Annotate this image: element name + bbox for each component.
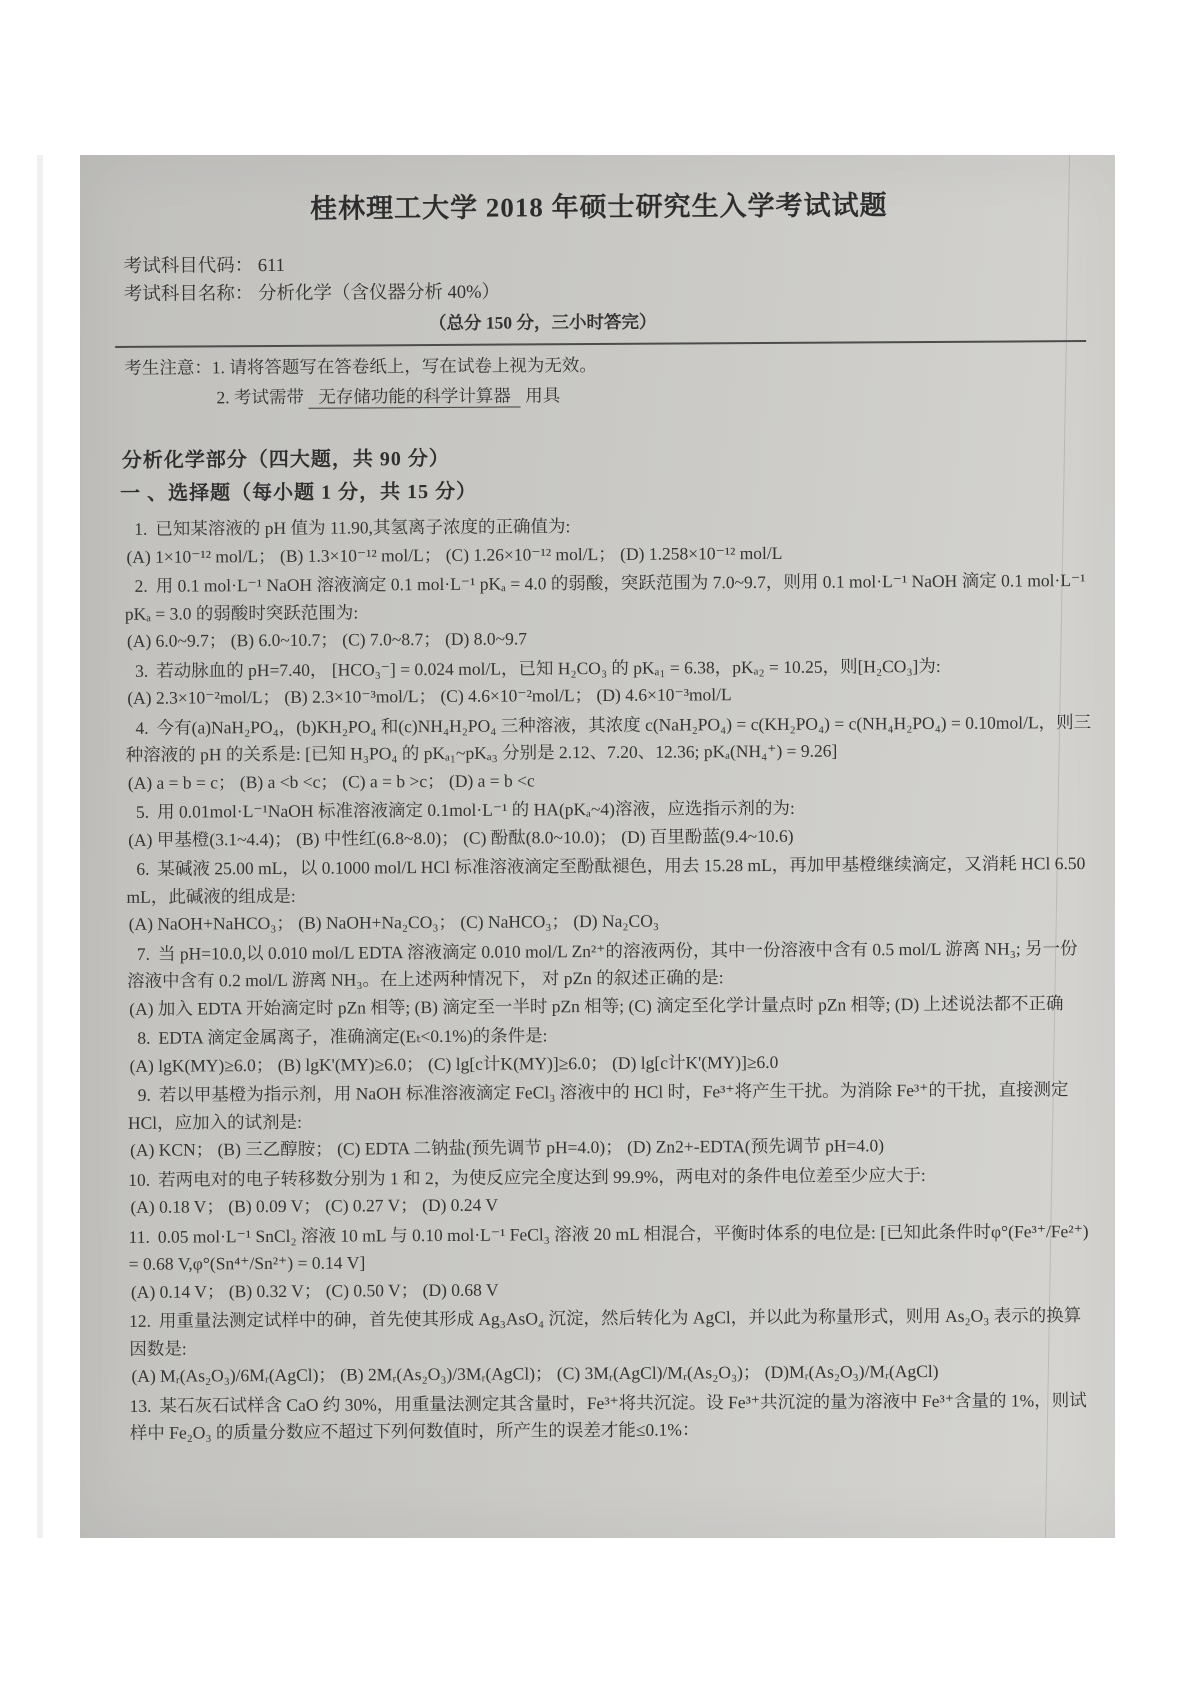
question-stem: 8. EDTA 滴定金属离子，准确滴定(Eₜ<0.1%)的条件是: [137,1025,548,1048]
question-options: (A) NaOH+NaHCO₃； (B) NaOH+Na₂CO₃； (C) NaHCO₃； (D) Na₂CO₃ [128,910,659,934]
question-stem: 1. 已知某溶液的 pH 值为 11.90,其氢离子浓度的正确值为: [134,516,571,539]
question-number: 2. [134,575,148,596]
question-stem: 7. 当 pH=10.0,以 0.010 mol/L EDTA 溶液滴定 0.010 mol/L Zn²⁺的溶液两份，其中一份溶液中含有 0.5 mol/L 游离 NH₃; 另一份溶液中含有 0.2 mol/L 游离 NH₃。在上述两种情况下， 对 pZn 的叙述正确的是: [126,937,1078,991]
question-options: (A) 甲基橙(3.1~4.4)； (B) 中性红(6.8~8.0)； (C) 酚酞(8.0~10.0)； (D) 百里酚蓝(9.4~10.6) [128,825,794,850]
section-heading: 一 、选择题（每小题 1 分，共 15 分） [119,480,478,505]
total-score-line: （总分 150 分，三小时答完） [428,311,657,334]
page-content [80,152,1123,1541]
question-9 [128,1076,1095,1164]
part-heading: 分析化学部分（四大题，共 90 分） [121,447,450,472]
notice-underlined-text: 无存储功能的科学计算器 [308,385,521,408]
question-5 [126,793,1093,854]
notice-item-1: 1. 请将答题写在答卷纸上，写在试卷上视为无效。 [211,355,597,378]
question-number: 10. [128,1169,151,1190]
question-stem: 5. 用 0.01mol·L⁻¹NaOH 标准溶液滴定 0.1mol·L⁻¹ 的 HA(pKₐ~4)溶液，应选指示剂的为: [135,797,795,822]
question-options: (A) 6.0~9.7； (B) 6.0~10.7； (C) 7.0~8.7； (D) 8.0~9.7 [126,628,528,651]
question-options: (A) 0.14 V； (B) 0.32 V； (C) 0.50 V； (D) 0.68 V [130,1279,499,1302]
question-stem: 2. 用 0.1 mol·L⁻¹ NaOH 溶液滴定 0.1 mol·L⁻¹ pKₐ = 4.0 的弱酸，突跃范围为 7.0~9.7，则用 0.1 mol·L⁻¹ NaOH 滴定 0.1 mol·L⁻¹ pKₐ = 3.0 的弱酸时突跃范围为: [124,570,1086,624]
question-options: (A) lgK(MY)≥6.0； (B) lgK'(MY)≥6.0； (C) lg[c计K(MY)]≥6.0； (D) lg[c计K'(MY)]≥6.0 [129,1051,779,1076]
question-10 [128,1160,1095,1221]
subject-code-line: 考试科目代码： 611 [123,255,285,277]
question-stem: 6. 某碱液 25.00 mL，以 0.1000 mol/L HCl 标准溶液滴定至酚酞褪色，用去 15.28 mL，再加甲基橙继续滴定，又消耗 HCl 6.50 mL，此碱液的组成是: [126,853,1086,907]
question-3 [125,651,1092,712]
question-7 [127,934,1094,1022]
question-options: (A) 2.3×10⁻²mol/L； (B) 2.3×10⁻³mol/L； (C) 4.6×10⁻²mol/L； (D) 4.6×10⁻³mol/L [127,684,732,708]
subject-name-line: 考试科目名称： 分析化学（含仪器分析 40%） [123,282,501,305]
question-number: 7. [136,943,151,964]
question-number: 12. [129,1310,152,1331]
question-stem: 12. 用重量法测定试样中的砷，首先使其形成 Ag₃AsO₄ 沉淀，然后转化为 AgCl，并以此为称量形式，则用 As₂O₃ 表示的换算因数是: [129,1305,1082,1359]
question-stem: 3. 若动脉血的 pH=7.40， [HCO₃⁻] = 0.024 mol/L，已知 H₂CO₃ 的 pKₐ₁ = 6.38，pKₐ₂ = 10.25，则[H₂CO₃]为: [135,655,941,681]
question-options: (A) 1×10⁻¹² mol/L； (B) 1.3×10⁻¹² mol/L； (C) 1.26×10⁻¹² mol/L； (D) 1.258×10⁻¹² mol/L [126,542,783,567]
question-number: 1. [134,518,148,539]
notice-item-2-pre: 2. 考试需带 [216,386,305,408]
scanned-exam-page [80,155,1115,1538]
notice-item-2-post: 用具 [525,385,561,406]
question-options: (A) 加入 EDTA 开始滴定时 pZn 相等; (B) 滴定至一半时 pZn 相等; (C) 滴定至化学计量点时 pZn 相等; (D) 上述说法都不正确 [129,992,1064,1019]
question-options: (A) KCN； (B) 三乙醇胺； (C) EDTA 二钠盐(预先调节 pH=4.0)； (D) Zn2+-EDTA(预先调节 pH=4.0) [130,1135,885,1160]
question-options: (A) a = b = c； (B) a <b <c； (C) a = b >c； (D) a = b <c [127,769,535,793]
question-stem: 13. 某石灰石试样含 CaO 约 30%，用重量法测定其含量时，Fe³⁺将共沉淀。设 Fe³⁺共沉淀的量为溶液中 Fe³⁺含量的 1%，则试样中 Fe₂O₃ 的质量分数应不超过下列何数值时，所产生的误差才能≤0.1%： [129,1389,1087,1443]
question-number: 8. [137,1027,151,1048]
photo-edge-strip [37,155,43,1538]
question-4 [125,708,1092,796]
question-number: 11. [128,1226,150,1247]
question-stem: 10. 若两电对的电子转移数分别为 1 和 2，为使反应完全度达到 99.9%，两电对的条件电位差至少应大于: [128,1164,926,1190]
notice-label: 考生注意： [124,357,212,378]
question-11 [129,1217,1096,1305]
question-options: (A) Mᵣ(As₂O₃)/6Mᵣ(AgCl)； (B) 2Mᵣ(As₂O₃)/3Mᵣ(AgCl)； (C) 3Mᵣ(AgCl)/Mᵣ(As₂O₃)； (D)Mᵣ(As₂O₃)/Mᵣ(AgCl) [131,1360,939,1386]
question-6 [126,850,1093,938]
question-number: 3. [135,660,149,681]
question-number: 4. [135,717,149,738]
question-number: 6. [136,858,150,879]
question-stem: 11. 0.05 mol·L⁻¹ SnCl₂ 溶液 10 mL 与 0.10 mol·L⁻¹ FeCl₃ 溶液 20 mL 相混合，平衡时体系的电位是: [已知此条件时φ°(Fe³⁺/Fe²⁺) = 0.68 V,φ°(Sn⁴⁺/Sn²⁺) = 0.14 V] [128,1220,1089,1274]
question-number: 9. [137,1084,151,1105]
question-8 [127,1019,1094,1080]
header-divider [115,340,1086,348]
question-options: (A) 0.18 V； (B) 0.09 V； (C) 0.27 V； (D) 0.24 V [130,1194,499,1217]
question-number: 5. [135,801,150,822]
question-stem: 4. 今有(a)NaH₂PO₄，(b)KH₂PO₄ 和(c)NH₄H₂PO₄ 三种溶液，其浓度 c(NaH₂PO₄) = c(KH₂PO₄) = c(NH₄H₂PO₄) = 0.10mol/L，则三种溶液的 pH 的关系是: [已知 H₃PO₄ 的 pKₐ₁~pKₐ₃ 分别是 2.12、7.20、12.36; pKₐ(NH₄⁺) = 9.26] [125,711,1092,765]
notice-line-1 [124,349,1090,382]
question-stem: 9. 若以甲基橙为指示剂，用 NaOH 标准溶液滴定 FeCl₃ 溶液中的 HCl 时，Fe³⁺将产生干扰。为消除 Fe³⁺的干扰，直接测定 HCl，应加入的试剂是: [127,1079,1069,1133]
notice-line-2 [216,379,1090,411]
exam-title: 桂林理工大学 2018 年硕士研究生入学考试试题 [309,190,888,224]
question-number: 13. [129,1395,152,1416]
question-12 [129,1302,1096,1390]
question-1 [124,510,1091,571]
question-2 [125,567,1092,655]
question-13 [130,1386,1097,1447]
